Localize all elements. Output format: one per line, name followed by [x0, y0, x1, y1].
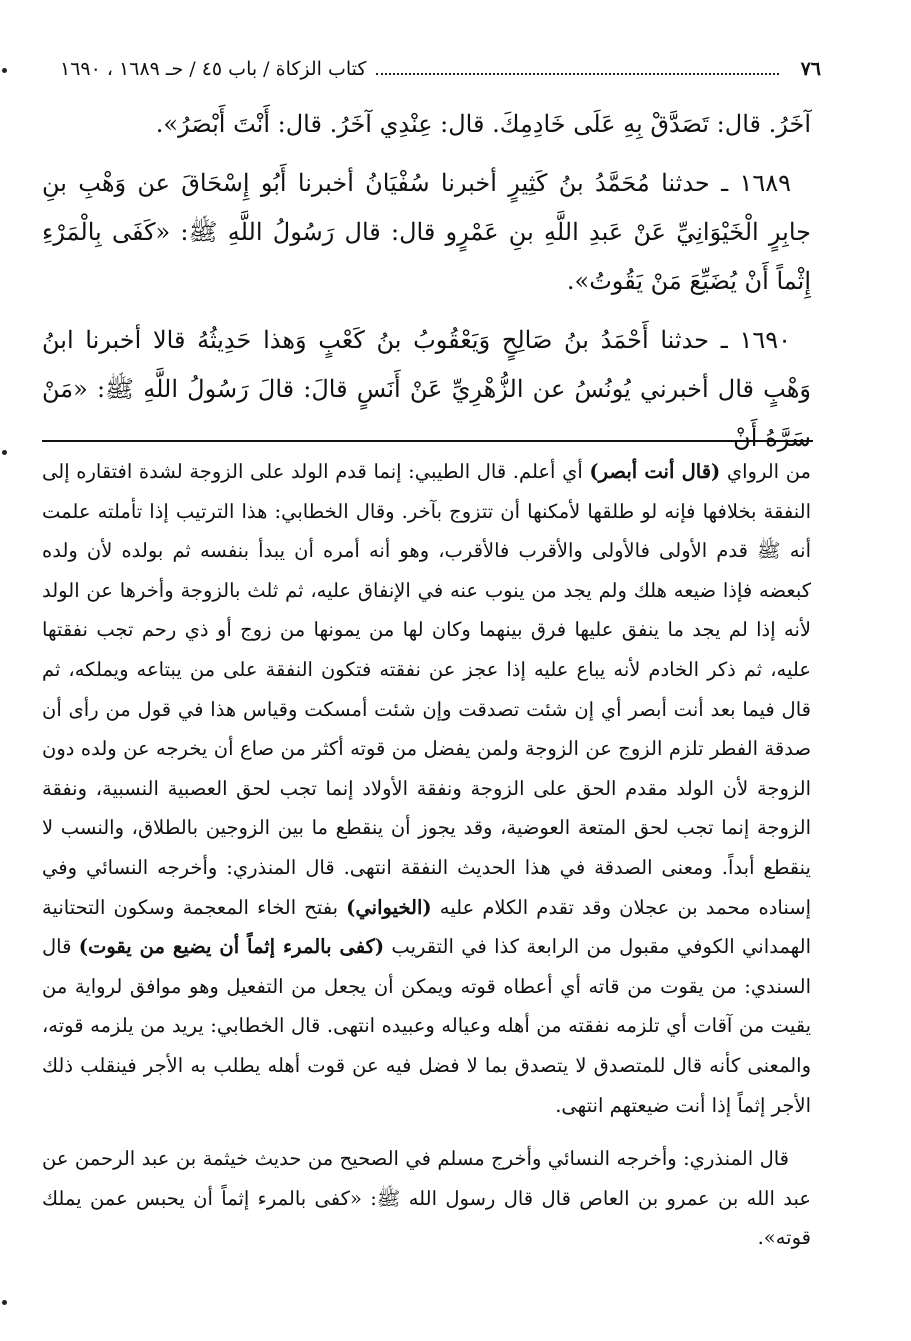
scan-edge-mark — [2, 450, 7, 455]
main-text — [42, 100, 811, 473]
commentary-paragraph-mundhiri: قال المنذري: وأخرجه النسائي وأخرج مسلم في الصحيح من حديث خيثمة بن عبد الرحمن عن عبد الله بن عمرو بن العاص قال قال رسول الله ﷺ: «كفى بالمرء إثماً أن يحبس عمن يملك قوته». — [42, 1147, 811, 1250]
footnote-divider — [42, 440, 813, 442]
hadith-1689: ١٦٨٩ ـ حدثنا مُحَمَّدُ بنُ كَثِيرٍ أخبرنا سُفْيَانُ أخبرنا أَبُو إِسْحَاقَ عن وَهْبِ بنِ جابِرٍ الْخَيْوَانِيِّ عَنْ عَبدِ اللَّهِ بنِ عَمْرٍو قال: قال رَسُولُ اللَّهِ ﷺ: «كَفَى بِالْمَرْءِ إِثْماً أَنْ يُضَيِّعَ مَنْ يَقُوتُ». — [42, 169, 811, 295]
hadith-1690: ١٦٩٠ ـ حدثنا أَحْمَدُ بنُ صَالِحٍ وَيَعْقُوبُ بنُ كَعْبٍ وَهذا حَدِيثُهُ قالا أخبرنا ابنُ وَهْبٍ قال أخبرني يُونُسُ عن الزُّهْرِيِّ عَنْ أَنَسٍ قالَ: قالَ رَسُولُ اللَّهِ ﷺ: «مَنْ سَرَّهُ أَنْ — [42, 326, 811, 452]
commentary-paragraph — [42, 452, 811, 1125]
hadith-continuation: آخَرُ. قال: تَصَدَّقْ بِهِ عَلَى خَادِمِكَ. قال: عِنْدِي آخَرُ. قال: أَنْتَ أَبْصَرُ». — [155, 110, 811, 138]
note-text-lead: من الرواي — [720, 460, 812, 483]
note-text: أي أعلم. قال الطيبي: إنما قدم الولد على الزوجة لشدة افتقاره إلى النفقة بخلافها فإنه لو طلقها لأمكنها أن تتزوج بآخر. وقال الخطابي: هذا الترتيب إذا تأملته علمت أنه ﷺ قدم الأولى فالأولى والأقرب فالأقرب، وهو أنه أمره أن يبدأ بنفسه ثم بولده لأن ولده كبعضه فإذا ضيعه هلك ولم يجد من ينوب عنه في الإنفاق عليه، ثم ثلث بالزوجة وأخرها عن الولد لأنه إذا لم يجد ما ينفق عليها فرق بينهما وكان لها من يمونها من زوج أو ذي رحم تجب نفقتها عليه، ثم ذكر الخادم لأنه يباع عليه إذا عجز عن نفقته فتكون النفقة على من يبتاعه ويملكه، ثم قال فيما بعد أنت أبصر أي إن شئت تصدقت وإن شئت أمسكت وقياس هذا في قول من رأى أن صدقة الفطر تلزم الزوج عن الزوجة ولمن يفضل من قوته أكثر من صاع أن يخرجه عن ولده دون الزوجة لأن الولد مقدم الحق على الزوجة ونفقة الأولاد إنما تجب لحق العصبية النسبية، ونفقة الزوجة إنما تجب لحق المتعة العوضية، وقد يجوز أن ينقطع ما بين الزوجين بالطلاق، والنسب لا ينقطع أبداً. ومعنى الصدقة في هذا الحديث النفقة انتهى. قال المنذري: وأخرجه النسائي وفي إسناده محمد بن عجلان وقد تقدم الكلام عليه — [42, 460, 811, 919]
commentary-notes — [42, 452, 811, 1258]
scan-edge-mark — [2, 1300, 7, 1305]
note-keyword: (كفى بالمرء إثماً أن يضيع من يقوت) — [78, 935, 385, 959]
page-number: ٧٦ — [800, 58, 821, 80]
running-header — [60, 52, 821, 86]
note-text: قال السندي: من يقوت من قاته أي أعطاه قوته ويمكن أن يجعل من التفعيل وهو موافق لرواية من يقيت من آقات أي تلزمه نفقته من أهله وعياله وعبيده انتهى. قال الخطابي: يريد من يلزمه قوته، والمعنى كأنه قال للمتصدق لا يتصدق بما لا فضل فيه عن قوت أهله يطلب به الأجر فينقلب ذلك الأجر إثماً إذا أنت ضيعتهم انتهى. — [42, 935, 812, 1117]
header-dotted-leader — [376, 63, 778, 75]
note-keyword: (الخيواني) — [346, 895, 432, 919]
note-keyword: (قال أنت أبصر) — [589, 460, 721, 483]
chapter-reference: كتاب الزكاة / باب ٤٥ / حـ ١٦٨٩ ، ١٦٩٠ — [60, 58, 367, 80]
scan-edge-mark — [2, 68, 7, 73]
note-text: بفتح الخاء المعجمة وسكون التحتانية الهمداني الكوفي مقبول من الرابعة كذا في التقريب — [42, 895, 811, 959]
